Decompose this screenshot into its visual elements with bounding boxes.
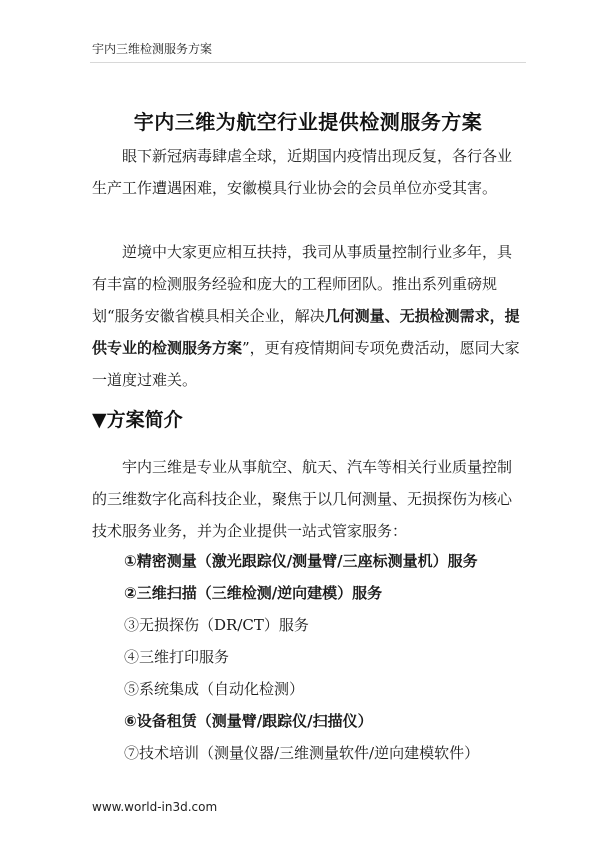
company-paragraph-highlight: 几何测量、无损检测需求，提供专业的检测服务方案: [92, 307, 520, 357]
company-paragraph: [92, 236, 524, 396]
document-title: 宇内三维为航空行业提供检测服务方案: [133, 110, 483, 134]
service-item: ②三维扫描（三维检测/逆向建模）服务: [124, 584, 383, 602]
service-item: ①精密测量（激光跟踪仪/测量臂/三座标测量机）服务: [124, 552, 478, 570]
company-paragraph-text-1: 逆境中大家更应相互扶持，我司从事质量控制行业多年，具有丰富的检测服务经验和庞大的工程师团队。推出系列重磅规划“服务安徽省模具相关企业，解决: [92, 243, 513, 325]
company-paragraph-text-2: ”，更有疫情期间专项免费活动，愿同大家一道度过难关。: [92, 339, 520, 389]
intro-paragraph: 眼下新冠病毒肆虐全球，近期国内疫情出现反复，各行各业生产工作遭遇困难，安徽模具行业协会的会员单位亦受其害。: [92, 147, 513, 197]
overview-paragraph: 宇内三维是专业从事航空、航天、汽车等相关行业质量控制的三维数字化高科技企业，聚焦于以几何测量、无损探伤为核心技术服务业务，并为企业提供一站式管家服务：: [92, 458, 513, 540]
service-item: ⑥设备租赁（测量臂/跟踪仪/扫描仪）: [124, 712, 373, 730]
section-heading: ▼方案简介: [92, 409, 183, 431]
service-item: ⑤系统集成（自动化检测）: [124, 680, 305, 698]
services-list: [124, 545, 479, 769]
footer-website: www.world-in3d.com: [92, 800, 218, 814]
service-item: ⑦技术培训（测量仪器/三维测量软件/逆向建模软件）: [124, 744, 480, 762]
service-item: ④三维打印服务: [124, 648, 230, 666]
page-header: 宇内三维检测服务方案: [92, 42, 213, 56]
header-divider: [90, 62, 526, 63]
service-item: ③无损探伤（DR/CT）服务: [124, 616, 309, 634]
